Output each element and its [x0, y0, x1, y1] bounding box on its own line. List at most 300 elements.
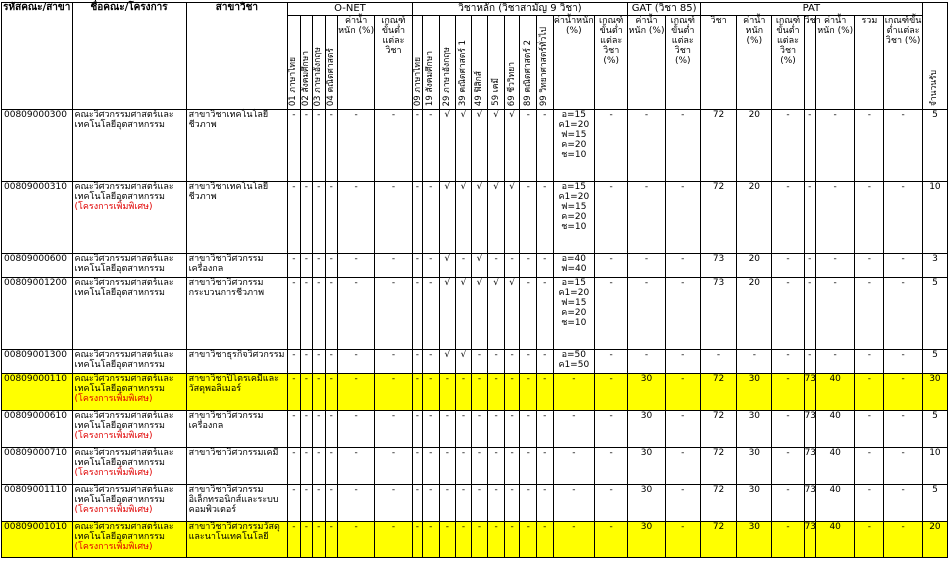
gat-min: -	[665, 448, 700, 485]
main-check: -	[412, 110, 422, 182]
program-code: 00809000710	[2, 448, 73, 485]
faculty-text: คณะวิศวกรรมศาสตร์และเทคโนโลยีอุตสาหกรรม	[74, 448, 174, 468]
pat-subject: 72	[700, 110, 736, 182]
pat-weight: 30	[737, 522, 772, 558]
pat-subject-2: -	[804, 254, 815, 278]
faculty-name	[72, 182, 186, 254]
pat-subject: 72	[700, 182, 736, 254]
header-quota: จำนวนรับ	[922, 3, 947, 110]
pat-min: -	[772, 411, 804, 448]
pat-min-2: -	[884, 110, 922, 182]
pat-weight: 30	[737, 411, 772, 448]
main-check: √	[439, 110, 456, 182]
pat-total: -	[855, 278, 884, 350]
onet-score: -	[288, 374, 300, 411]
main-check: -	[537, 448, 554, 485]
onet-min: -	[375, 278, 412, 350]
onet-weight: -	[337, 182, 374, 254]
onet-score: -	[288, 522, 300, 558]
main-check: √	[439, 182, 456, 254]
onet-score: -	[300, 374, 312, 411]
main-check: √	[456, 350, 472, 374]
main-check: -	[412, 254, 422, 278]
program-code: 00809001110	[2, 485, 73, 522]
onet-score: -	[325, 411, 337, 448]
onet-score: -	[288, 485, 300, 522]
pat-subject: 73	[700, 254, 736, 278]
gat-min: -	[665, 182, 700, 254]
pat-min: -	[772, 350, 804, 374]
onet-score: -	[300, 254, 312, 278]
main-check: -	[520, 182, 537, 254]
main-check: -	[537, 350, 554, 374]
main-check: √	[456, 182, 472, 254]
gat-weight: 30	[628, 374, 665, 411]
pat-subject: 72	[700, 411, 736, 448]
major-name: สาขาวิชาวิศวกรรมเครื่องกล	[186, 411, 288, 448]
main-check: -	[412, 485, 422, 522]
main-check: -	[488, 254, 505, 278]
header-faculty: ชื่อคณะ/โครงการ	[72, 3, 186, 110]
pat-subject: 73	[700, 278, 736, 350]
main-min: -	[595, 350, 628, 374]
faculty-name	[72, 350, 186, 374]
gat-weight: 30	[628, 411, 665, 448]
main-check: -	[471, 374, 488, 411]
main-check: -	[423, 254, 440, 278]
quota: 10	[922, 182, 947, 254]
onet-score: -	[325, 485, 337, 522]
pat-weight: 20	[737, 182, 772, 254]
main-weight: -	[553, 411, 594, 448]
main-check: -	[537, 411, 554, 448]
faculty-name	[72, 110, 186, 182]
main-check: -	[520, 522, 537, 558]
pat-total: -	[855, 254, 884, 278]
onet-score: -	[313, 278, 325, 350]
main-min: -	[595, 254, 628, 278]
main-check: -	[488, 374, 505, 411]
main-check: -	[456, 522, 472, 558]
onet-min: -	[375, 374, 412, 411]
gat-min: -	[665, 411, 700, 448]
onet-score: -	[288, 182, 300, 254]
main-min: -	[595, 278, 628, 350]
table-row	[2, 485, 948, 522]
onet-weight: -	[337, 448, 374, 485]
program-code: 00809001010	[2, 522, 73, 558]
main-weight: อ=15 ค1=20 ฟ=15 ค=20 ช=10	[553, 110, 594, 182]
header-gat: GAT (วิชา 85)	[628, 3, 701, 16]
main-check: √	[439, 278, 456, 350]
faculty-text: คณะวิศวกรรมศาสตร์และเทคโนโลยีอุตสาหกรรม	[74, 522, 174, 542]
onet-score: -	[288, 350, 300, 374]
header-pat-min: เกณฑ์ขั้นต่ำแต่ละวิชา (%)	[772, 16, 804, 110]
program-code: 00809001300	[2, 350, 73, 374]
main-check: -	[439, 485, 456, 522]
onet-score: -	[313, 485, 325, 522]
onet-score: -	[313, 182, 325, 254]
main-check: -	[412, 448, 422, 485]
header-gat-min: เกณฑ์ขั้นต่ำแต่ละวิชา (%)	[665, 16, 700, 110]
pat-weight: 20	[737, 278, 772, 350]
header-main-subject: 19 สังคมศึกษา	[423, 16, 440, 110]
onet-min: -	[375, 411, 412, 448]
pat-min: -	[772, 254, 804, 278]
main-check: -	[439, 522, 456, 558]
header-main-subject: 29 ภาษาอังกฤษ	[439, 16, 456, 110]
main-check: -	[423, 110, 440, 182]
quota: 10	[922, 448, 947, 485]
onet-weight: -	[337, 411, 374, 448]
main-check: -	[488, 448, 505, 485]
main-check: -	[423, 485, 440, 522]
pat-min-2: -	[884, 350, 922, 374]
onet-score: -	[325, 182, 337, 254]
header-onet: O-NET	[288, 3, 412, 16]
pat-min: -	[772, 448, 804, 485]
header-onet-subject: 02 สังคมศึกษา	[300, 16, 312, 110]
pat-total: -	[855, 411, 884, 448]
onet-weight: -	[337, 350, 374, 374]
gat-min: -	[665, 254, 700, 278]
main-check: √	[504, 182, 520, 254]
onet-score: -	[325, 350, 337, 374]
main-check: -	[423, 350, 440, 374]
pat-subject-2: -	[804, 350, 815, 374]
pat-weight-2: 40	[815, 485, 854, 522]
main-weight: อ=15 ค1=20 ฟ=15 ค=20 ช=10	[553, 278, 594, 350]
onet-min: -	[375, 350, 412, 374]
main-check: -	[504, 411, 520, 448]
pat-weight-2: 40	[815, 522, 854, 558]
main-check: -	[520, 411, 537, 448]
faculty-name	[72, 522, 186, 558]
gat-min: -	[665, 485, 700, 522]
faculty-name	[72, 411, 186, 448]
main-check: -	[423, 448, 440, 485]
onet-score: -	[288, 448, 300, 485]
main-check: √	[456, 110, 472, 182]
main-check: -	[488, 411, 505, 448]
major-name: สาขาวิชาเทคโนโลยีชีวภาพ	[186, 110, 288, 182]
main-check: -	[537, 485, 554, 522]
onet-score: -	[300, 350, 312, 374]
pat-weight: 20	[737, 254, 772, 278]
main-min: -	[595, 485, 628, 522]
faculty-name	[72, 485, 186, 522]
onet-score: -	[300, 182, 312, 254]
gat-min: -	[665, 350, 700, 374]
pat-weight-2: 40	[815, 411, 854, 448]
main-check: -	[471, 485, 488, 522]
main-check: -	[412, 278, 422, 350]
pat-min: -	[772, 278, 804, 350]
gat-min: -	[665, 522, 700, 558]
gat-weight: -	[628, 350, 665, 374]
table-row	[2, 254, 948, 278]
onet-score: -	[325, 374, 337, 411]
special-project-note: (โครงการเพิ่มพิเศษ)	[74, 542, 153, 552]
main-min: -	[595, 448, 628, 485]
pat-min-2: -	[884, 374, 922, 411]
main-check: √	[488, 182, 505, 254]
table-row	[2, 182, 948, 254]
gat-weight: -	[628, 254, 665, 278]
gat-min: -	[665, 110, 700, 182]
main-check: -	[412, 374, 422, 411]
major-name: สาขาวิชาวิศวกรรมเครื่องกล	[186, 254, 288, 278]
onet-min: -	[375, 254, 412, 278]
main-check: -	[412, 182, 422, 254]
pat-total: -	[855, 448, 884, 485]
main-check: -	[520, 278, 537, 350]
admission-criteria-table	[1, 2, 948, 558]
main-check: -	[439, 448, 456, 485]
main-check: -	[423, 278, 440, 350]
onet-score: -	[300, 522, 312, 558]
header-main-subject: 99 วิทยาศาสตร์ทั่วไป	[537, 16, 554, 110]
main-check: √	[471, 278, 488, 350]
faculty-text: คณะวิศวกรรมศาสตร์และเทคโนโลยีอุตสาหกรรม	[74, 110, 174, 130]
main-check: -	[412, 350, 422, 374]
faculty-name	[72, 254, 186, 278]
main-check: -	[520, 254, 537, 278]
pat-weight-2: -	[815, 350, 854, 374]
program-code: 00809000300	[2, 110, 73, 182]
onet-score: -	[300, 411, 312, 448]
gat-weight: -	[628, 182, 665, 254]
special-project-note: (โครงการเพิ่มพิเศษ)	[74, 202, 153, 212]
onet-weight: -	[337, 110, 374, 182]
header-code: รหัสคณะ/สาขา	[2, 3, 73, 110]
onet-score: -	[313, 411, 325, 448]
main-min: -	[595, 411, 628, 448]
program-code: 00809000310	[2, 182, 73, 254]
pat-weight: -	[737, 350, 772, 374]
pat-weight: 30	[737, 374, 772, 411]
special-project-note: (โครงการเพิ่มพิเศษ)	[74, 431, 153, 441]
onet-score: -	[325, 110, 337, 182]
gat-min: -	[665, 278, 700, 350]
main-check: √	[488, 110, 505, 182]
main-check: -	[439, 374, 456, 411]
main-check: -	[520, 350, 537, 374]
main-check: √	[504, 110, 520, 182]
gat-min: -	[665, 374, 700, 411]
onet-min: -	[375, 448, 412, 485]
onet-score: -	[325, 522, 337, 558]
header-onet-subject: 01 ภาษาไทย	[288, 16, 300, 110]
pat-subject-2: 73	[804, 411, 815, 448]
onet-score: -	[300, 110, 312, 182]
header-main-subject: 49 ฟิสิกส์	[471, 16, 488, 110]
quota: 5	[922, 350, 947, 374]
main-weight: -	[553, 448, 594, 485]
header-pat-min-2: เกณฑ์ขั้นต่ำแต่ละวิชา (%)	[884, 16, 922, 110]
faculty-text: คณะวิศวกรรมศาสตร์และเทคโนโลยีอุตสาหกรรม	[74, 182, 174, 202]
faculty-name	[72, 448, 186, 485]
faculty-name	[72, 374, 186, 411]
table-row	[2, 350, 948, 374]
pat-min: -	[772, 485, 804, 522]
onet-score: -	[313, 110, 325, 182]
main-check: -	[423, 411, 440, 448]
gat-weight: -	[628, 278, 665, 350]
pat-total: -	[855, 110, 884, 182]
main-weight: -	[553, 485, 594, 522]
header-main-subject: 59 เคมี	[488, 16, 505, 110]
pat-min-2: -	[884, 448, 922, 485]
main-check: √	[471, 182, 488, 254]
onet-score: -	[288, 278, 300, 350]
main-check: -	[488, 522, 505, 558]
pat-subject: 72	[700, 485, 736, 522]
onet-score: -	[288, 254, 300, 278]
gat-weight: 30	[628, 485, 665, 522]
faculty-text: คณะวิศวกรรมศาสตร์และเทคโนโลยีอุตสาหกรรม	[74, 254, 174, 274]
pat-subject-2: -	[804, 278, 815, 350]
pat-subject: -	[700, 350, 736, 374]
pat-weight: 30	[737, 448, 772, 485]
main-check: -	[504, 254, 520, 278]
pat-total: -	[855, 522, 884, 558]
main-check: -	[456, 374, 472, 411]
onet-score: -	[313, 374, 325, 411]
onet-score: -	[313, 350, 325, 374]
main-weight: อ=15 ค1=20 ฟ=15 ค=20 ช=10	[553, 182, 594, 254]
gat-weight: 30	[628, 522, 665, 558]
main-check: -	[456, 485, 472, 522]
header-main-subject: 39 คณิตศาสตร์ 1	[456, 16, 472, 110]
pat-subject-2: 73	[804, 374, 815, 411]
faculty-text: คณะวิศวกรรมศาสตร์และเทคโนโลยีอุตสาหกรรม	[74, 374, 174, 394]
main-check: -	[537, 522, 554, 558]
main-check: -	[520, 374, 537, 411]
table-body	[2, 110, 948, 558]
main-check: -	[423, 182, 440, 254]
main-check: -	[537, 374, 554, 411]
onet-score: -	[325, 448, 337, 485]
main-check: -	[520, 485, 537, 522]
header-main-subject: 89 คณิตศาสตร์ 2	[520, 16, 537, 110]
pat-min-2: -	[884, 254, 922, 278]
onet-min: -	[375, 182, 412, 254]
pat-min: -	[772, 374, 804, 411]
table-row	[2, 110, 948, 182]
main-check: √	[439, 350, 456, 374]
major-name: สาขาวิชาเทคโนโลยีชีวภาพ	[186, 182, 288, 254]
main-check: -	[488, 485, 505, 522]
main-check: √	[456, 278, 472, 350]
main-min: -	[595, 182, 628, 254]
header-main-subject: 09 ภาษาไทย	[412, 16, 422, 110]
main-check: -	[537, 182, 554, 254]
header-pat-weight: ค่าน้ำหนัก (%)	[737, 16, 772, 110]
pat-subject-2: 73	[804, 485, 815, 522]
main-check: -	[520, 448, 537, 485]
program-code: 00809001200	[2, 278, 73, 350]
header-pat-subject: วิชา	[700, 16, 736, 110]
header-onet-subject: 03 ภาษาอังกฤษ	[313, 16, 325, 110]
pat-subject: 72	[700, 448, 736, 485]
main-check: -	[504, 350, 520, 374]
program-code: 00809000600	[2, 254, 73, 278]
onet-weight: -	[337, 485, 374, 522]
special-project-note: (โครงการเพิ่มพิเศษ)	[74, 468, 153, 478]
main-check: -	[504, 448, 520, 485]
main-check: -	[471, 350, 488, 374]
program-code: 00809000110	[2, 374, 73, 411]
main-check: -	[520, 110, 537, 182]
pat-total: -	[855, 350, 884, 374]
major-name: สาขาวิชาวิศวกรรมวัสดุและนาโนเทคโนโลยี	[186, 522, 288, 558]
onet-weight: -	[337, 254, 374, 278]
main-min: -	[595, 522, 628, 558]
quota: 20	[922, 522, 947, 558]
main-check: √	[471, 254, 488, 278]
pat-total: -	[855, 485, 884, 522]
main-weight: -	[553, 522, 594, 558]
pat-weight-2: -	[815, 278, 854, 350]
major-name: สาขาวิชาปิโตรเคมีและวัสดุพอลิเมอร์	[186, 374, 288, 411]
pat-min-2: -	[884, 485, 922, 522]
table-row	[2, 448, 948, 485]
header-main-subjects: วิชาหลัก (วิชาสามัญ 9 วิชา)	[412, 3, 628, 16]
main-check: √	[488, 278, 505, 350]
onet-score: -	[300, 485, 312, 522]
quota: 30	[922, 374, 947, 411]
onet-score: -	[325, 254, 337, 278]
main-check: -	[471, 448, 488, 485]
onet-weight: -	[337, 278, 374, 350]
pat-total: -	[855, 374, 884, 411]
faculty-text: คณะวิศวกรรมศาสตร์และเทคโนโลยีอุตสาหกรรม	[74, 411, 174, 431]
pat-weight-2: 40	[815, 374, 854, 411]
pat-min: -	[772, 110, 804, 182]
header-major: สาขาวิชา	[186, 3, 288, 110]
main-check: -	[471, 522, 488, 558]
table-row	[2, 522, 948, 558]
onet-score: -	[313, 254, 325, 278]
quota: 5	[922, 411, 947, 448]
pat-weight-2: 40	[815, 448, 854, 485]
main-min: -	[595, 374, 628, 411]
main-check: -	[488, 350, 505, 374]
onet-weight: -	[337, 374, 374, 411]
pat-subject: 72	[700, 374, 736, 411]
header-main-subject: 69 ชีววิทยา	[504, 16, 520, 110]
faculty-text: คณะวิศวกรรมศาสตร์และเทคโนโลยีอุตสาหกรรม	[74, 350, 174, 370]
onet-score: -	[313, 448, 325, 485]
main-weight: -	[553, 374, 594, 411]
header-main-min: เกณฑ์ขั้นต่ำแต่ละวิชา (%)	[595, 16, 628, 110]
main-check: -	[504, 485, 520, 522]
pat-weight-2: -	[815, 254, 854, 278]
onet-score: -	[325, 278, 337, 350]
pat-weight: 20	[737, 110, 772, 182]
pat-subject: 72	[700, 522, 736, 558]
onet-score: -	[288, 110, 300, 182]
gat-weight: 30	[628, 448, 665, 485]
pat-subject-2: -	[804, 110, 815, 182]
main-check: -	[412, 522, 422, 558]
main-check: -	[504, 374, 520, 411]
quota: 3	[922, 254, 947, 278]
main-check: √	[439, 254, 456, 278]
table-row	[2, 374, 948, 411]
table-row	[2, 278, 948, 350]
